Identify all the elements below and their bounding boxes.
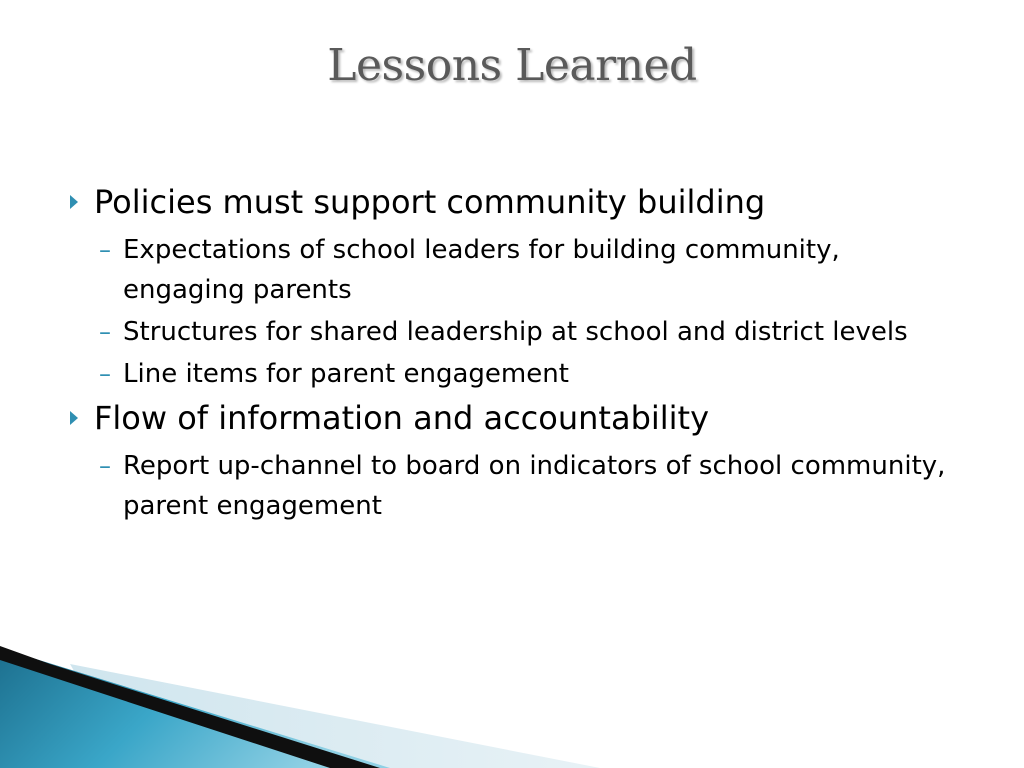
sub-bullet-text: Expectations of school leaders for building community, engaging parents (123, 235, 840, 305)
triangle-bullet-icon (70, 195, 78, 209)
bullet-item (68, 396, 968, 440)
dash-bullet-icon: – (99, 360, 111, 388)
dash-bullet-icon: – (99, 452, 111, 480)
triangle-bullet-icon (70, 411, 78, 425)
sub-bullet-item (68, 446, 968, 526)
dark-stripe (0, 646, 380, 768)
slide-title: Lessons Learned (327, 40, 697, 91)
bullet-text: Flow of information and accountability (94, 399, 710, 437)
teal-wedge (0, 648, 390, 768)
light-band (70, 664, 600, 768)
sub-bullet-text: Report up-channel to board on indicators of school community, parent engagement (123, 451, 946, 521)
sub-bullet-item (68, 312, 968, 352)
sub-bullet-item (68, 230, 968, 310)
bullet-list (68, 180, 968, 528)
dash-bullet-icon: – (99, 318, 111, 346)
sub-bullet-text: Structures for shared leadership at school and district levels (123, 317, 908, 347)
sub-bullet-item (68, 354, 968, 394)
bullet-text: Policies must support community building (94, 183, 766, 221)
dash-bullet-icon: – (99, 236, 111, 264)
bullet-item (68, 180, 968, 224)
sub-bullet-text: Line items for parent engagement (123, 359, 569, 389)
